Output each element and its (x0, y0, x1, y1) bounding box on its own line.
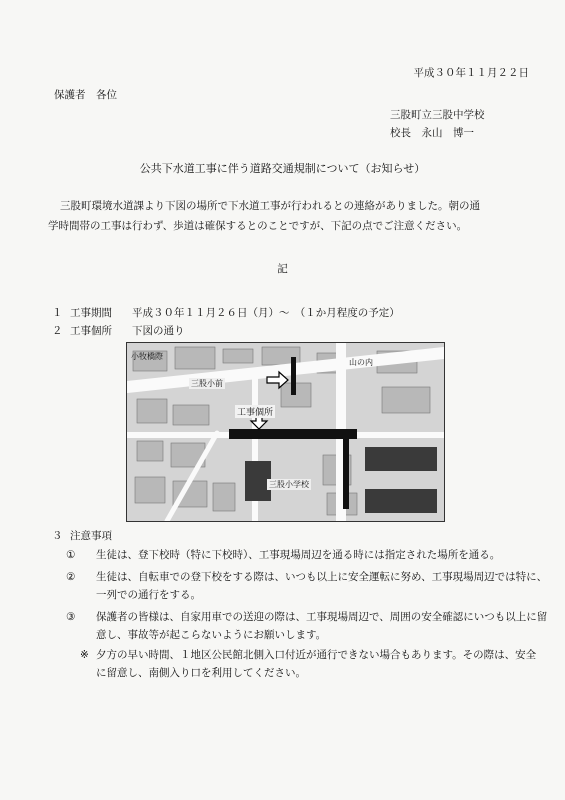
map-label-construction: 工事個所 (235, 405, 275, 418)
construction-map (126, 342, 445, 522)
note-text: 保護者の皆様は、自家用車での送迎の際は、工事現場周辺で、周囲の安全確認にいつも以上に留 (96, 611, 548, 623)
item-number: １ (52, 307, 63, 319)
note-text: 意し、事故等が起こらないようにお願いします。 (96, 629, 327, 641)
map-label-koban: 小牧橋際 (131, 352, 163, 361)
item-label: 工事個所 (70, 325, 112, 337)
item-label: 注意事項 (70, 530, 112, 542)
map-label-road: 山の内 (349, 358, 373, 367)
principal-name: 校長 永山 博一 (390, 127, 474, 139)
caution-text: 夕方の早い時間、１地区公民館北側入口付近が通行できない場合もあります。その際は、安全 (96, 649, 537, 661)
note-mark: ② (66, 571, 76, 583)
item-number: ３ (52, 530, 63, 542)
caution-mark: ※ (80, 649, 89, 661)
notice-title: 公共下水道工事に伴う道路交通規制について（お知らせ） (139, 162, 426, 175)
note-text: 生徒は、自転車での登下校をする際は、いつも以上に安全運転に努め、工事現場周辺では特に、 (96, 571, 548, 583)
item-label: 工事期間 (70, 307, 112, 319)
note-mark: ③ (66, 611, 76, 623)
school-name: 三股町立三股中学校 (390, 109, 485, 121)
map-graphic (127, 343, 444, 521)
map-label-station: 三股小前 (191, 379, 223, 388)
construction-section (229, 429, 357, 439)
ki-heading: 記 (277, 263, 288, 275)
item-number: ２ (52, 325, 63, 337)
note-text: 一列での通行をする。 (96, 589, 201, 601)
map-label-school: 三股小学校 (269, 480, 309, 489)
body-line-1: 三股町環境水道課より下図の場所で下水道工事が行われるとの連絡がありました。朝の通 (60, 200, 480, 212)
caution-text: に留意し、南側入り口を利用してください。 (96, 667, 306, 679)
issue-date: 平成３０年１１月２２日 (413, 67, 529, 79)
body-line-2: 学時間帯の工事は行わず、歩道は確保するとのことですが、下記の点でご注意ください。 (48, 220, 468, 232)
note-mark: ① (66, 549, 76, 561)
recipient: 保護者 各位 (54, 89, 117, 101)
note-text: 生徒は、登下校時（特に下校時）、工事現場周辺を通る時には指定された場所を通る。 (96, 549, 501, 561)
construction-period: 平成３０年１１月２６日（月）～ （１か月程度の予定） (132, 307, 400, 319)
construction-location: 下図の通り (132, 325, 185, 337)
